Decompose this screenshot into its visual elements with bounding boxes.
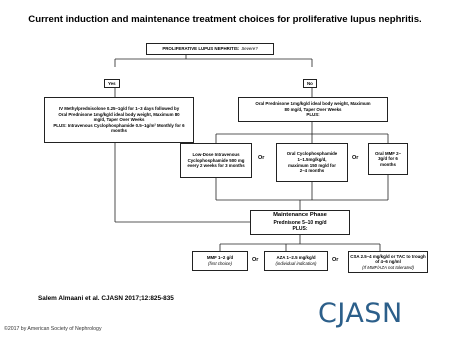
no-label: No [303, 79, 317, 88]
severe-induction-box [44, 97, 194, 143]
severe-line-4: PLUS: Intravenous Cyclophosphamide 0.5–1g/m² Monthly for 6 [53, 122, 185, 128]
severe-line-2: Oral Prednisone 1mg/kg/d ideal body weight, Maximum 80 [58, 111, 180, 117]
option-3-line-3: months [380, 161, 396, 167]
maint-aza-note: (individual indication) [275, 261, 317, 266]
maintenance-line-2: Prednisone 5–10 mg/d [273, 219, 327, 226]
option-2-line-1: Oral Cyclophosphamide [286, 151, 338, 157]
option-1-line-1: Low-Dose Intravenous [192, 152, 240, 158]
figure-title: Current induction and maintenance treatment choices for proliferative lupus nephritis. [28, 14, 422, 25]
severe-line-1: IV Methylprednisolone 0.25–1g/d for 1–3 days followed by [58, 105, 180, 111]
root-label-italic: Severe? [241, 46, 258, 52]
root-label: PROLIFERATIVE LUPUS NEPHRITIS: [162, 46, 240, 52]
copyright: ©2017 by American Society of Nephrology [4, 326, 102, 332]
or-label-2: Or [352, 155, 359, 161]
option-3-line-2: 3g/d for 6 [378, 156, 398, 162]
severe-line-3: mg/d, Taper Over Weeks [93, 117, 145, 123]
nonsevere-line-2: 80 mg/d, Taper Over Weeks [284, 106, 342, 112]
option-oral-cyclophosphamide [276, 143, 348, 182]
maint-option-aza [264, 251, 328, 271]
citation: Salem Almaani et al. CJASN 2017;12:825-835 [38, 295, 174, 302]
journal-logo: CJASN [318, 298, 403, 329]
option-2-line-2: 1–1.5mg/kg/d, [297, 156, 327, 162]
maint-aza-main: AZA 1–2.5 mg/kg/d [276, 255, 316, 261]
maint-option-mmf [192, 251, 248, 271]
maintenance-line-3: PLUS: [292, 226, 308, 233]
or-label-1: Or [258, 155, 265, 161]
yes-label: Yes [104, 79, 120, 88]
maint-csa-main: CSA 2.5–4 mg/kg/d or TAC to trough of 4–6 ng/ml [350, 253, 426, 265]
option-oral-mmf [368, 143, 408, 175]
maint-option-csa-tac [348, 251, 428, 273]
nonsevere-line-1: Oral Prednisone 1mg/kg/d ideal body weight, Maximum [255, 101, 371, 107]
option-1-line-3: every 2 weeks for 3 months [187, 163, 245, 169]
severe-line-5: months [111, 128, 127, 134]
nonsevere-line-3: PLUS: [306, 112, 320, 118]
or-label-4: Or [332, 257, 339, 263]
maintenance-phase-box [250, 210, 350, 235]
maintenance-line-1: Maintenance Phase [273, 212, 327, 219]
option-low-dose-cyclophosphamide [180, 143, 252, 178]
option-2-line-3: maximum 150 mg/d for [288, 162, 336, 168]
or-label-3: Or [252, 257, 259, 263]
maint-mmf-main: MMF 1–2 g/d [206, 255, 234, 261]
option-2-line-4: 2–4 months [299, 168, 325, 174]
root-question-box [146, 43, 274, 55]
nonsevere-induction-box [238, 97, 388, 122]
option-3-line-1: Oral MMF 2– [374, 150, 402, 156]
maint-mmf-note: (first choice) [208, 261, 232, 266]
maint-csa-note: (If MMF/AZA not tolerated) [362, 264, 414, 270]
option-1-line-2: Cyclophosphamide 500 mg [187, 157, 245, 163]
